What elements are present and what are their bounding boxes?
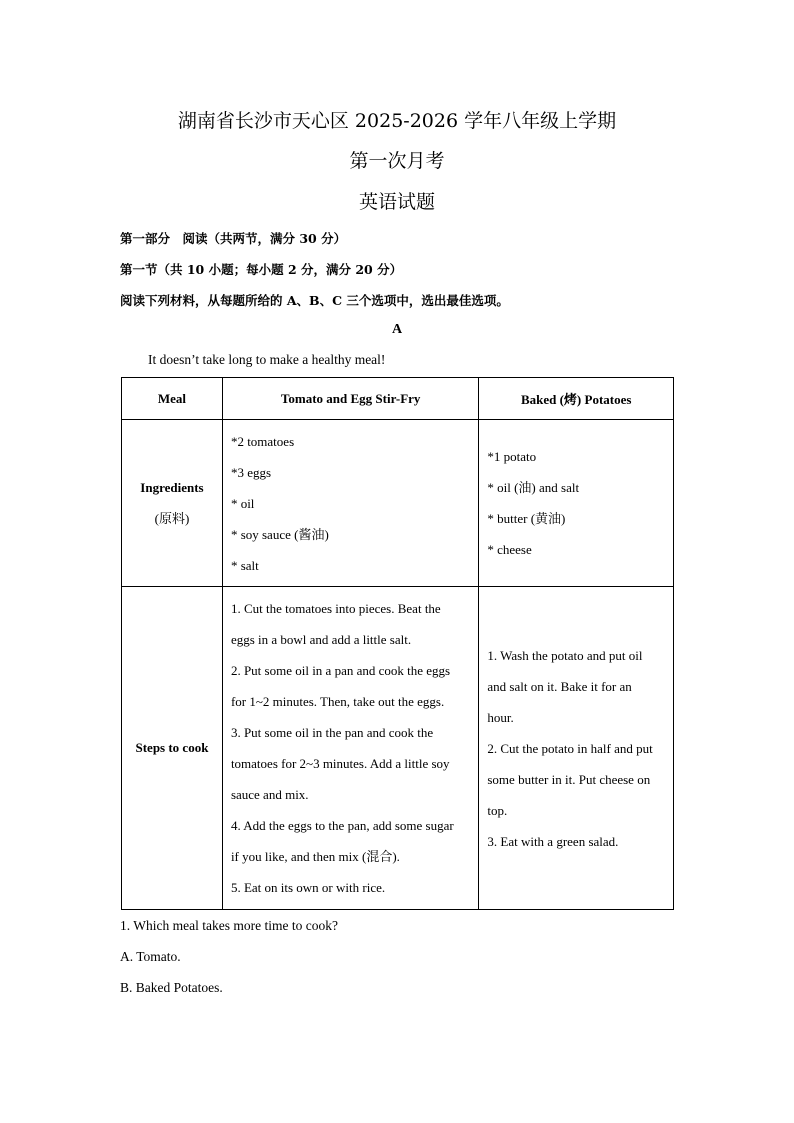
list-item: and salt on it. Bake it for an (487, 678, 632, 694)
list-item: * salt (230, 557, 259, 573)
exam-title: 湖南省长沙市天心区 2025-2026 学年八年级上学期 (177, 110, 617, 132)
question-stem: 1. Which meal takes more time to cook? (120, 918, 338, 933)
list-item: 4. Add the eggs to the pan, add some sugar (230, 818, 454, 833)
subject-title: 英语试题 (358, 191, 435, 213)
steps-row (122, 587, 674, 910)
option-a: A. Tomato. (120, 949, 181, 964)
header-baked-potatoes: Baked (烤) Potatoes (479, 378, 674, 420)
list-item: * butter (黄油) (487, 511, 566, 526)
list-item: eggs in a bowl and add a little salt. (230, 632, 412, 647)
section-heading: 第一节（共 10 小题；每小题 2 分，满分 20 分） (120, 262, 403, 277)
table-header-row (122, 378, 674, 420)
list-item: *2 tomatoes (230, 433, 295, 449)
list-item: * oil (油) and salt (487, 480, 580, 495)
recipe-table (121, 377, 674, 910)
list-item: top. (487, 802, 508, 818)
list-item: * oil (230, 495, 255, 511)
list-item: hour. (487, 709, 514, 725)
header-meal: Meal (122, 378, 223, 420)
list-item: 3. Put some oil in the pan and cook the (230, 725, 434, 740)
steps-label: Steps to cook (122, 587, 223, 910)
list-item: *3 eggs (230, 464, 272, 480)
option-b: B. Baked Potatoes. (120, 980, 223, 995)
part-heading: 第一部分 阅读（共两节，满分 30 分） (120, 231, 347, 246)
potato-ingredients (479, 420, 674, 587)
header-stir-fry: Tomato and Egg Stir-Fry (222, 378, 478, 420)
list-item: * cheese (487, 542, 532, 557)
ingredients-label-cn: (原料) (154, 511, 190, 526)
potato-steps (479, 587, 674, 910)
list-item: 1. Wash the potato and put oil (487, 647, 643, 663)
list-item: 5. Eat on its own or with rice. (230, 880, 386, 895)
stir-fry-steps (222, 587, 478, 910)
list-item: for 1~2 minutes. Then, take out the eggs. (230, 694, 445, 709)
list-item: 2. Cut the potato in half and put (487, 740, 653, 756)
list-item: 3. Eat with a green salad. (487, 833, 619, 849)
ingredients-row (122, 420, 674, 587)
reading-direction: 阅读下列材料，从每题所给的 A、B、C 三个选项中，选出最佳选项。 (120, 293, 509, 308)
ingredients-label-cell (122, 420, 223, 587)
list-item: *1 potato (487, 449, 537, 464)
ingredients-label: Ingredients (140, 480, 204, 495)
passage-intro: It doesn’t take long to make a healthy meal! (148, 352, 386, 367)
passage-label: A (391, 322, 403, 337)
stir-fry-ingredients (222, 420, 478, 587)
list-item: tomatoes for 2~3 minutes. Add a little soy (230, 756, 450, 771)
list-item: * soy sauce (酱油) (230, 526, 329, 542)
list-item: 1. Cut the tomatoes into pieces. Beat the (230, 601, 441, 616)
list-item: sauce and mix. (230, 787, 309, 802)
list-item: 2. Put some oil in a pan and cook the eggs (230, 663, 451, 678)
list-item: if you like, and then mix (混合). (230, 849, 400, 864)
list-item: some butter in it. Put cheese on (487, 771, 651, 787)
exam-subtitle: 第一次月考 (349, 150, 445, 172)
